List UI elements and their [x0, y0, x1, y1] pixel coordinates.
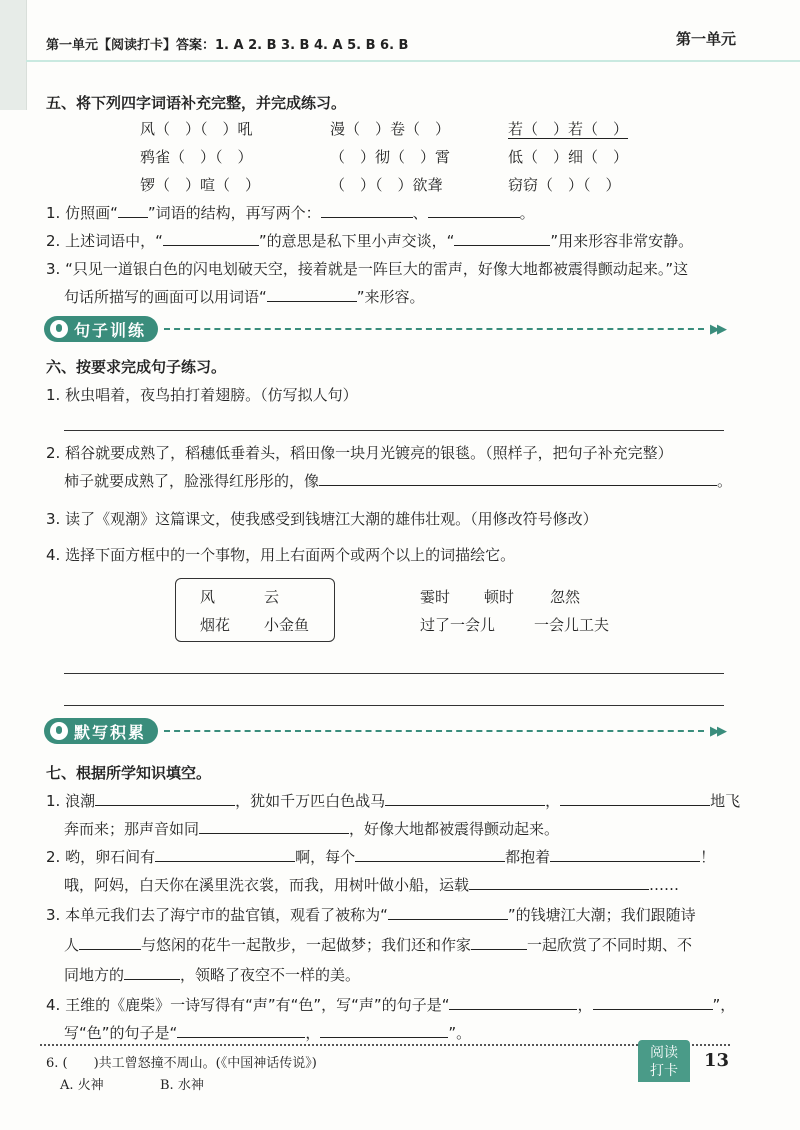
object-box	[175, 578, 335, 642]
s7-q4-line2: 写“色”的句子是“ ， ”。	[64, 1024, 472, 1042]
s6-q1: 1. 秋虫唱着，夜鸟拍打着翅膀。（仿写拟人句）	[46, 386, 358, 404]
word-r1-c1: 风（ ）（ ）吼	[140, 120, 253, 138]
s7-q3-line2: 人 与悠闲的花牛一起散步，一起做梦；我们还和作家 一起欣赏了不同时期、不	[64, 936, 693, 954]
answer-key: 第一单元【阅读打卡】答案：1. A 2. B 3. B 4. A 5. B 6. B	[46, 38, 409, 53]
word-item: 霎时	[420, 588, 451, 606]
word-item: 顿时	[484, 588, 515, 606]
s6-q2-line1: 2. 稻谷就要成熟了，稻穗低垂着头，稻田像一块月光镀亮的银毯。（照样子，把句子补充完整）	[46, 444, 673, 462]
page-number: 13	[704, 1050, 730, 1071]
option-b: B. 水神	[160, 1078, 204, 1093]
box-item: 云	[264, 588, 280, 606]
s6-q3: 3. 读了《观潮》这篇课文，使我感受到钱塘江大潮的雄伟壮观。（用修改符号修改）	[46, 510, 598, 528]
banner-title: 句子训练	[74, 320, 147, 340]
s7-q3-line1: 3. 本单元我们去了海宁市的盐官镇，观看了被称为“ ”的钱塘江大潮；我们跟随诗	[46, 906, 696, 924]
option-a: A. 火神	[60, 1078, 104, 1093]
banner-title: 默写积累	[74, 722, 147, 742]
answer-line	[64, 705, 724, 706]
unit-label: 第一单元	[675, 30, 736, 48]
s6-q4: 4. 选择下面方框中的一个事物，用上右面两个或两个以上的词描绘它。	[46, 546, 516, 564]
s7-q1-line1: 1. 浪潮 ，犹如千万匹白色战马 ， 地飞	[46, 792, 741, 810]
answer-line	[64, 430, 724, 431]
s5-q2: 2. 上述词语中，“ ”的意思是私下里小声交谈，“ ”用来形容非常安静。	[46, 232, 694, 250]
lightbulb-icon	[50, 722, 68, 740]
lightbulb-icon	[50, 320, 68, 338]
word-r3-c2: （ ）（ ）欲聋	[330, 176, 443, 194]
box-item: 风	[200, 588, 216, 606]
word-r2-c3: 低（ ）细（ ）	[508, 148, 629, 166]
box-item: 烟花	[200, 616, 231, 634]
double-arrow-icon: ▶▶	[710, 723, 724, 739]
s7-title: 七、根据所学知识填空。	[46, 764, 212, 782]
s5-q1: 1. 仿照画“ ”词语的结构，再写两个： 、 。	[46, 204, 535, 222]
reading-checkin-badge: 阅读 打卡	[638, 1040, 690, 1082]
word-item: 一会儿工夫	[534, 616, 610, 634]
s7-q1-line2: 奔而来；那声音如同 ，好像大地都被震得颤动起来。	[64, 820, 560, 838]
answer-line	[64, 673, 724, 674]
book-spine	[0, 0, 27, 110]
footer-q6: 6. ( )共工曾怒撞不周山。(《中国神话传说》)	[46, 1056, 317, 1071]
s7-q3-line3: 同地方的 ，领略了夜空不一样的美。	[64, 966, 361, 984]
s7-q2-line1: 2. 哟，卵石间有 啊，每个 都抱着 ！	[46, 848, 716, 866]
double-arrow-icon: ▶▶	[710, 321, 724, 337]
footer-divider	[40, 1044, 730, 1046]
s6-q2-line2: 柿子就要成熟了，脸涨得红彤彤的，像 。	[64, 472, 733, 490]
word-item: 忽然	[550, 588, 581, 606]
word-r1-c3: 若（ ）若（ ）	[508, 120, 629, 138]
s5-q3-line1: 3. “只见一道银白色的闪电划破天空，接着就是一阵巨大的雷声，好像大地都被震得颤动起来。”这	[46, 260, 689, 278]
s6-title: 六、按要求完成句子练习。	[46, 358, 227, 376]
s5-title: 五、将下列四字词语补充完整，并完成练习。	[46, 94, 347, 112]
s5-q3-line2: 句话所描写的画面可以用词语“ ”来形容。	[64, 288, 425, 306]
banner-sentence-training	[44, 316, 724, 342]
s7-q4-line1: 4. 王维的《鹿柴》一诗写得有“声”有“色”，写“声”的句子是“ ， ”，	[46, 996, 736, 1014]
word-r2-c2: （ ）彻（ ）霄	[330, 148, 451, 166]
word-r3-c1: 锣（ ）喧（ ）	[140, 176, 261, 194]
word-r1-c2: 漫（ ）卷（ ）	[330, 120, 451, 138]
word-item: 过了一会儿	[420, 616, 496, 634]
box-item: 小金鱼	[264, 616, 310, 634]
banner-dictation	[44, 718, 724, 744]
word-r2-c1: 鸦雀（ ）（ ）	[140, 148, 253, 166]
word-r3-c3: 窃窃（ ）（ ）	[508, 176, 621, 194]
s7-q2-line2: 哦，阿妈，白天你在溪里洗衣裳，而我，用树叶做小船，运载 ……	[64, 876, 680, 894]
